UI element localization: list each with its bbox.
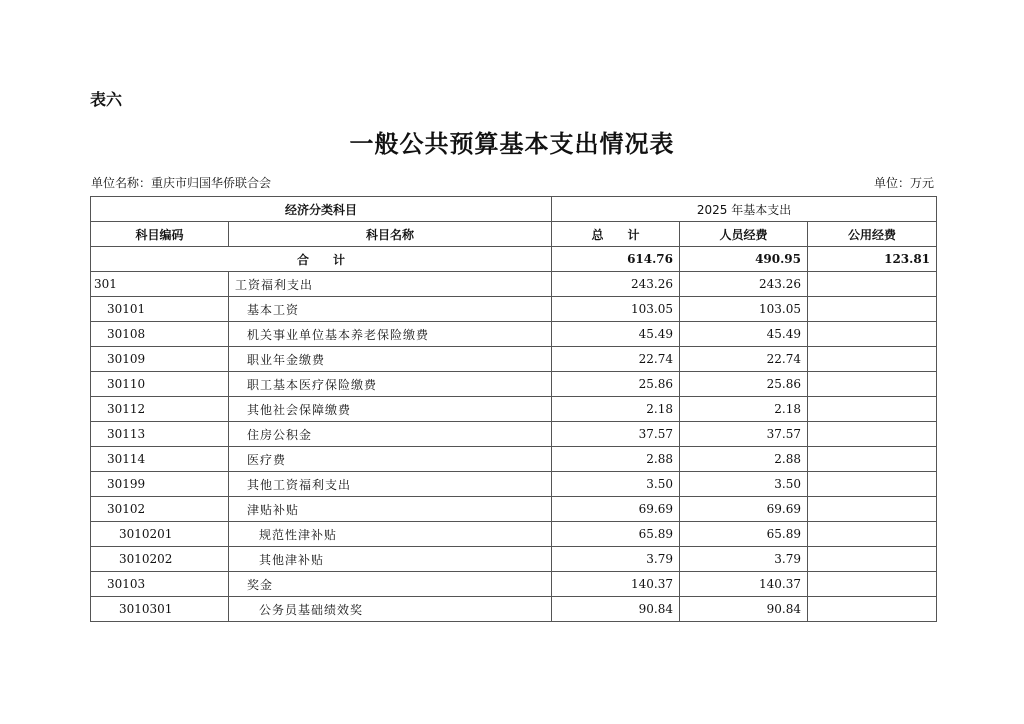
row-name: 规范性津补贴 — [229, 522, 552, 547]
row-public — [808, 397, 937, 422]
row-public — [808, 547, 937, 572]
row-code: 3010301 — [91, 597, 229, 622]
row-name: 工资福利支出 — [229, 272, 552, 297]
row-code: 301 — [91, 272, 229, 297]
row-total: 90.84 — [552, 597, 680, 622]
table-row — [91, 547, 937, 572]
row-code: 3010201 — [91, 522, 229, 547]
header-total: 总 计 — [552, 222, 680, 247]
header-personnel: 人员经费 — [680, 222, 808, 247]
row-code: 30199 — [91, 472, 229, 497]
row-public — [808, 447, 937, 472]
row-personnel: 243.26 — [680, 272, 808, 297]
row-name: 公务员基础绩效奖 — [229, 597, 552, 622]
row-code: 30112 — [91, 397, 229, 422]
row-name: 其他津补贴 — [229, 547, 552, 572]
currency-unit-label: 单位：万元 — [873, 176, 934, 190]
row-name: 基本工资 — [229, 297, 552, 322]
row-personnel: 90.84 — [680, 597, 808, 622]
row-code: 30101 — [91, 297, 229, 322]
row-personnel: 25.86 — [680, 372, 808, 397]
header-name: 科目名称 — [229, 222, 552, 247]
row-code: 30114 — [91, 447, 229, 472]
table-row — [91, 472, 937, 497]
row-public — [808, 322, 937, 347]
row-public — [808, 497, 937, 522]
row-code: 3010202 — [91, 547, 229, 572]
table-row — [91, 572, 937, 597]
table-row — [91, 497, 937, 522]
row-public — [808, 422, 937, 447]
row-total: 2.88 — [552, 447, 680, 472]
row-name: 其他工资福利支出 — [229, 472, 552, 497]
table-row — [91, 322, 937, 347]
table-row — [91, 347, 937, 372]
row-public — [808, 297, 937, 322]
sum-public: 123.81 — [808, 247, 937, 272]
row-name: 职工基本医疗保险缴费 — [229, 372, 552, 397]
header-econ-class: 经济分类科目 — [91, 197, 552, 222]
row-name: 其他社会保障缴费 — [229, 397, 552, 422]
row-personnel: 3.50 — [680, 472, 808, 497]
table-number-label: 表六 — [90, 90, 123, 109]
row-total: 243.26 — [552, 272, 680, 297]
header-year-expense: 2025 年基本支出 — [552, 197, 937, 222]
row-total: 69.69 — [552, 497, 680, 522]
header-row-1 — [91, 197, 937, 222]
table-row — [91, 522, 937, 547]
row-name: 津贴补贴 — [229, 497, 552, 522]
row-personnel: 103.05 — [680, 297, 808, 322]
row-public — [808, 572, 937, 597]
table-row — [91, 447, 937, 472]
row-name: 机关事业单位基本养老保险缴费 — [229, 322, 552, 347]
unit-name-label: 单位名称：重庆市归国华侨联合会 — [91, 176, 272, 190]
sum-label: 合 计 — [91, 247, 552, 272]
sum-row — [91, 247, 937, 272]
row-code: 30109 — [91, 347, 229, 372]
sum-personnel: 490.95 — [680, 247, 808, 272]
row-code: 30110 — [91, 372, 229, 397]
header-public: 公用经费 — [808, 222, 937, 247]
row-name: 职业年金缴费 — [229, 347, 552, 372]
row-code: 30103 — [91, 572, 229, 597]
row-total: 37.57 — [552, 422, 680, 447]
row-personnel: 22.74 — [680, 347, 808, 372]
table-row — [91, 272, 937, 297]
row-total: 2.18 — [552, 397, 680, 422]
table-row — [91, 372, 937, 397]
row-personnel: 2.18 — [680, 397, 808, 422]
header-code: 科目编码 — [91, 222, 229, 247]
row-public — [808, 597, 937, 622]
row-personnel: 140.37 — [680, 572, 808, 597]
row-code: 30108 — [91, 322, 229, 347]
row-name: 奖金 — [229, 572, 552, 597]
header-row-2 — [91, 222, 937, 247]
row-public — [808, 272, 937, 297]
row-public — [808, 372, 937, 397]
sum-total: 614.76 — [552, 247, 680, 272]
row-total: 140.37 — [552, 572, 680, 597]
row-total: 3.79 — [552, 547, 680, 572]
row-name: 住房公积金 — [229, 422, 552, 447]
table-row — [91, 297, 937, 322]
row-public — [808, 347, 937, 372]
budget-table — [90, 196, 937, 622]
table-row — [91, 397, 937, 422]
table-row — [91, 422, 937, 447]
row-personnel: 3.79 — [680, 547, 808, 572]
row-total: 22.74 — [552, 347, 680, 372]
row-code: 30102 — [91, 497, 229, 522]
row-name: 医疗费 — [229, 447, 552, 472]
row-total: 103.05 — [552, 297, 680, 322]
row-public — [808, 522, 937, 547]
row-personnel: 65.89 — [680, 522, 808, 547]
row-personnel: 45.49 — [680, 322, 808, 347]
table-row — [91, 597, 937, 622]
row-total: 25.86 — [552, 372, 680, 397]
row-total: 3.50 — [552, 472, 680, 497]
row-total: 65.89 — [552, 522, 680, 547]
row-personnel: 2.88 — [680, 447, 808, 472]
row-personnel: 69.69 — [680, 497, 808, 522]
page-title: 一般公共预算基本支出情况表 — [349, 129, 675, 158]
row-total: 45.49 — [552, 322, 680, 347]
row-personnel: 37.57 — [680, 422, 808, 447]
row-code: 30113 — [91, 422, 229, 447]
row-public — [808, 472, 937, 497]
